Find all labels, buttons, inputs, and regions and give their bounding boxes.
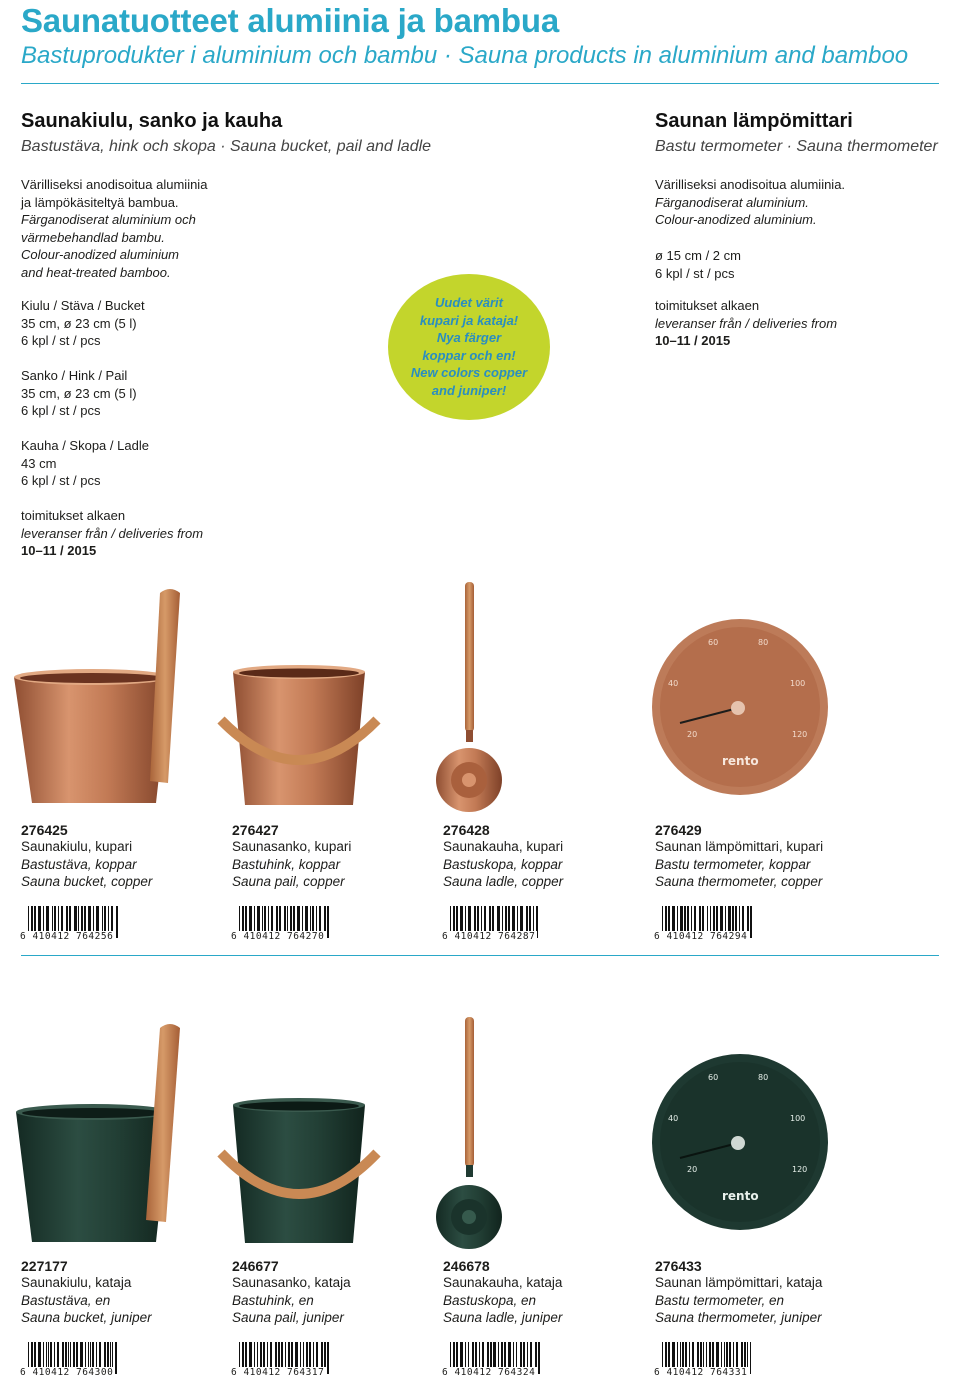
barcode-digits: 6 410412 764300 — [20, 1367, 114, 1378]
new-colors-badge — [388, 274, 550, 420]
dial-label: 60 — [708, 638, 719, 647]
left-delivery — [21, 507, 203, 560]
product-code: 276433 — [655, 1258, 702, 1274]
spec-size: 43 cm — [21, 455, 57, 471]
barcode-bar — [115, 1342, 117, 1374]
barcode — [20, 906, 120, 942]
left-description — [21, 176, 207, 281]
pail-spec — [21, 367, 137, 420]
spec-qty: 6 kpl / st / pcs — [655, 265, 735, 281]
brand-logo: rento — [722, 1189, 759, 1203]
product-name-sv: Bastuhink, en — [232, 1292, 314, 1308]
dial-label: 20 — [687, 730, 698, 739]
product-name-sv: Bastu termometer, en — [655, 1292, 785, 1308]
thermometer-spec — [655, 247, 741, 282]
page-subtitle: Bastuprodukter i aluminium och bambu · Sauna products in aluminium and bamboo — [21, 42, 909, 69]
barcode-bar — [750, 1342, 751, 1374]
product-name-en: Sauna thermometer, juniper — [655, 1310, 822, 1325]
spec-title: Kiulu / Stäva / Bucket — [21, 298, 145, 313]
barcode-bar — [327, 1342, 329, 1374]
product-code: 276425 — [21, 822, 68, 838]
product-code: 276428 — [443, 822, 490, 838]
dial-label: 60 — [708, 1073, 719, 1082]
barcode-bar — [538, 1342, 540, 1374]
badge-line: Nya färger — [436, 330, 502, 345]
page-title: Saunatuotteet alumiinia ja bambua — [21, 2, 559, 39]
left-subheading: Bastustäva, hink och skopa · Sauna bucket, pail and ladle — [21, 138, 432, 155]
product-name-fi: Saunasanko, kupari — [232, 839, 352, 854]
spec-title: Sanko / Hink / Pail — [21, 368, 128, 383]
delivery-date: 10–11 / 2015 — [655, 333, 731, 348]
spec-qty: 6 kpl / st / pcs — [21, 473, 101, 488]
barcode — [20, 1342, 120, 1378]
section-divider — [21, 955, 939, 956]
desc-line: ja lämpökäsiteltyä bambua. — [21, 194, 179, 210]
product-info — [21, 822, 152, 891]
desc-line: Colour-anodized aluminium. — [655, 212, 817, 227]
thermometer-copper-image — [650, 610, 830, 805]
barcode — [654, 906, 754, 942]
product-name-fi: Saunakauha, kupari — [443, 839, 564, 854]
barcode-bar — [116, 906, 118, 938]
barcode-digits: 6 410412 764256 — [20, 931, 114, 942]
desc-line: Färganodiserat aluminium. — [655, 194, 809, 210]
product-code: 276427 — [232, 822, 279, 838]
product-info — [232, 1258, 351, 1327]
product-code: 246678 — [443, 1258, 490, 1274]
product-name-fi: Saunakiulu, kupari — [21, 839, 133, 854]
bucket-juniper-image — [10, 1020, 200, 1248]
product-name-sv: Bastuskopa, koppar — [443, 856, 563, 872]
spec-qty: 6 kpl / st / pcs — [21, 333, 101, 348]
product-info — [21, 1258, 152, 1327]
desc-line: Värilliseksi anodisoitua alumiinia. — [655, 177, 846, 192]
badge-line: kupari ja kataja! — [419, 312, 519, 328]
product-name-fi: Saunan lämpömittari, kupari — [655, 839, 824, 854]
spec-size: 35 cm, ø 23 cm (5 l) — [21, 315, 137, 331]
spec-qty: 6 kpl / st / pcs — [21, 403, 101, 418]
barcode-digits: 6 410412 764317 — [231, 1367, 325, 1378]
product-name-fi: Saunakiulu, kataja — [21, 1275, 132, 1290]
badge-line: New colors copper — [410, 365, 528, 380]
badge-line: koppar och en! — [422, 347, 516, 363]
product-info — [232, 822, 351, 891]
product-name-sv: Bastustäva, en — [21, 1292, 111, 1308]
delivery-sv-en: leveranser från / deliveries from — [655, 315, 838, 331]
product-name-sv: Bastustäva, koppar — [21, 856, 137, 872]
right-heading: Saunan lämpömittari — [655, 110, 853, 132]
product-name-fi: Saunasanko, kataja — [232, 1275, 351, 1290]
bucket-spec — [21, 297, 145, 350]
badge-line: Uudet värit — [435, 295, 503, 310]
barcode-digits: 6 410412 764324 — [442, 1367, 536, 1378]
barcode-digits: 6 410412 764270 — [231, 931, 325, 942]
product-name-en: Sauna thermometer, copper — [655, 874, 823, 889]
spec-size: 35 cm, ø 23 cm (5 l) — [21, 385, 137, 401]
right-subheading: Bastu termometer · Sauna thermometer — [655, 138, 938, 155]
product-code: 246677 — [232, 1258, 279, 1274]
ladle-spec — [21, 437, 149, 490]
product-name-en: Sauna pail, copper — [232, 874, 345, 889]
thermometer-juniper-image — [650, 1045, 830, 1240]
dial-label: 120 — [792, 730, 808, 739]
product-info — [443, 822, 563, 891]
dial-label: 80 — [758, 1073, 769, 1082]
header-divider — [21, 83, 939, 84]
product-name-fi: Saunan lämpömittari, kataja — [655, 1275, 823, 1290]
left-heading: Saunakiulu, sanko ja kauha — [21, 110, 283, 132]
dial-label: 100 — [790, 679, 806, 688]
product-name-en: Sauna pail, juniper — [232, 1310, 344, 1325]
dial-label: 40 — [668, 679, 679, 688]
barcode — [231, 906, 331, 942]
delivery-sv-en: leveranser från / deliveries from — [21, 525, 204, 541]
pail-copper-image — [215, 650, 385, 815]
desc-line: and heat-treated bamboo. — [21, 264, 171, 280]
barcode-bar — [750, 906, 752, 938]
product-name-en: Sauna ladle, copper — [443, 874, 564, 889]
desc-line: Colour-anodized aluminium — [21, 247, 180, 262]
right-delivery — [655, 297, 837, 350]
dial-label: 100 — [790, 1114, 806, 1123]
barcode — [231, 1342, 331, 1378]
barcode — [654, 1342, 754, 1378]
desc-line: värmebehandlad bambu. — [21, 229, 165, 245]
barcode — [442, 1342, 542, 1378]
dial-label: 20 — [687, 1165, 698, 1174]
product-name-en: Sauna bucket, juniper — [21, 1310, 152, 1325]
spec-title: Kauha / Skopa / Ladle — [21, 438, 149, 453]
product-name-sv: Bastuhink, koppar — [232, 856, 341, 872]
bucket-copper-image — [10, 585, 200, 810]
product-info — [655, 1258, 822, 1327]
pail-juniper-image — [215, 1085, 385, 1250]
barcode-digits: 6 410412 764294 — [654, 931, 748, 942]
delivery-fi: toimitukset alkaen — [655, 298, 760, 313]
delivery-fi: toimitukset alkaen — [21, 508, 126, 523]
delivery-date: 10–11 / 2015 — [21, 543, 97, 558]
barcode — [442, 906, 542, 942]
dial-label: 120 — [792, 1165, 808, 1174]
product-name-sv: Bastu termometer, koppar — [655, 856, 811, 872]
barcode-bar — [327, 906, 329, 938]
ladle-juniper-image — [430, 1015, 510, 1250]
product-name-en: Sauna bucket, copper — [21, 874, 153, 889]
badge-line: and juniper! — [431, 382, 507, 398]
product-code: 276429 — [655, 822, 702, 838]
product-name-en: Sauna ladle, juniper — [443, 1310, 563, 1325]
dial-label: 40 — [668, 1114, 679, 1123]
barcode-digits: 6 410412 764287 — [442, 931, 536, 942]
spec-size: ø 15 cm / 2 cm — [655, 248, 741, 263]
product-name-fi: Saunakauha, kataja — [443, 1275, 563, 1290]
brand-logo: rento — [722, 754, 759, 768]
barcode-digits: 6 410412 764331 — [654, 1367, 748, 1378]
product-name-sv: Bastuskopa, en — [443, 1292, 537, 1308]
product-info — [443, 1258, 562, 1327]
desc-line: Färganodiserat aluminium och — [21, 212, 196, 227]
dial-label: 80 — [758, 638, 769, 647]
product-code: 227177 — [21, 1258, 68, 1274]
ladle-copper-image — [430, 580, 510, 812]
product-info — [655, 822, 823, 891]
right-description — [655, 176, 845, 229]
desc-line: Värilliseksi anodisoitua alumiinia — [21, 177, 208, 192]
